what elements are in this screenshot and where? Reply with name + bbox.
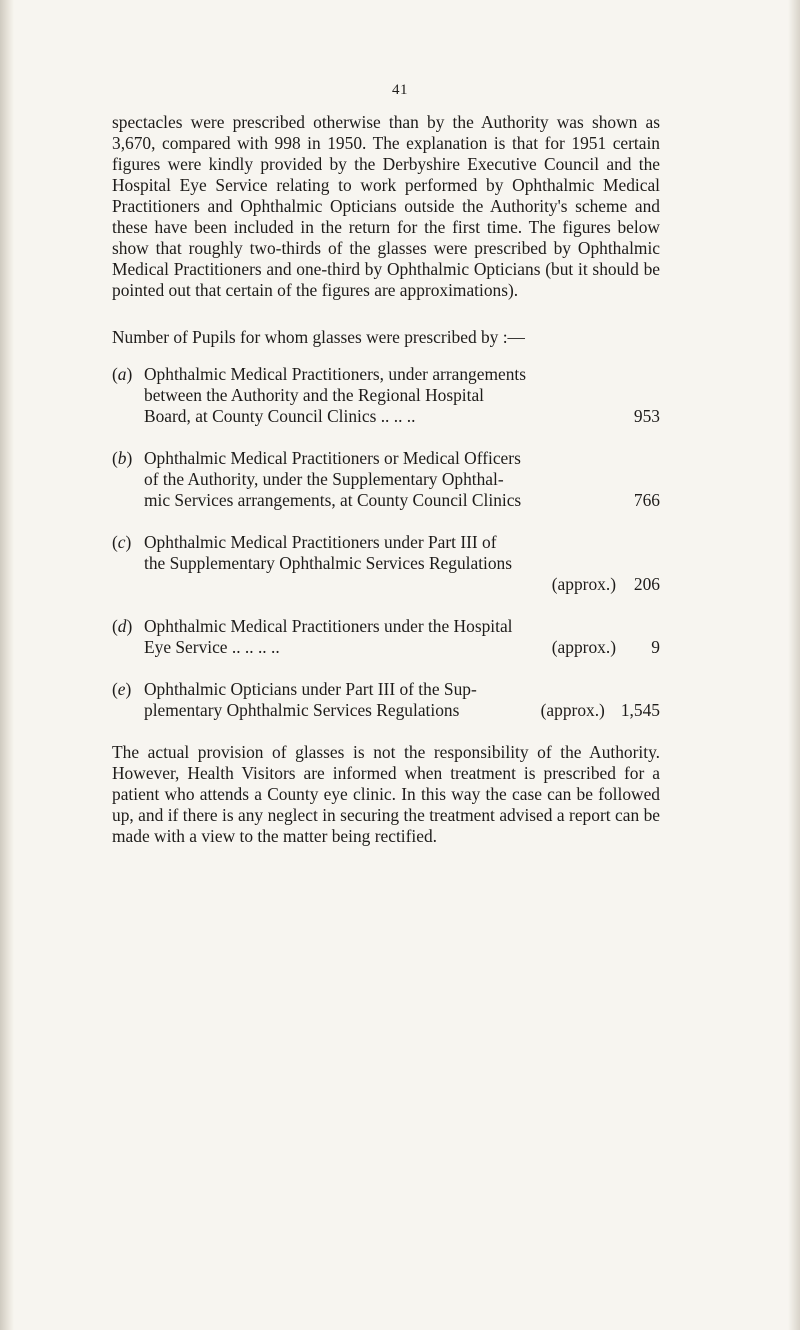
list-item-a (112, 364, 660, 427)
item-label: (d) (112, 616, 133, 636)
item-count: 9 (651, 637, 660, 657)
item-line: between the Authority and the Regional Hospital (144, 385, 485, 405)
page-body (112, 112, 660, 847)
item-line: of the Authority, under the Supplementary Ophthal- (144, 469, 504, 489)
item-line: Ophthalmic Medical Practitioners under Part III of (144, 532, 497, 552)
item-line: Ophthalmic Opticians under Part III of the Sup- (144, 679, 477, 699)
item-approx: (approx.) (551, 637, 616, 657)
item-line: Eye Service .. .. .. .. (144, 637, 280, 657)
page-edge-left (0, 0, 14, 1330)
item-line: Board, at County Council Clinics .. .. .. (144, 406, 416, 426)
item-count: 953 (633, 406, 660, 426)
pupils-intro: Number of Pupils for whom glasses were prescribed by :— (112, 327, 525, 347)
item-line: Ophthalmic Medical Practitioners under the Hospital (144, 616, 513, 636)
item-label: (a) (112, 364, 133, 384)
item-approx: (approx.) (551, 574, 616, 594)
item-line: plementary Ophthalmic Services Regulations (144, 700, 460, 720)
item-count: 766 (633, 490, 660, 510)
prescriber-list (112, 364, 660, 721)
item-line: mic Services arrangements, at County Council Clinics (144, 490, 522, 510)
item-label: (b) (112, 448, 133, 468)
list-item-c (112, 532, 660, 595)
item-line: the Supplementary Ophthalmic Services Regulations (144, 553, 513, 573)
item-line: Ophthalmic Medical Practitioners or Medical Officers (144, 448, 521, 468)
list-item-d (112, 616, 660, 658)
page-edge-right (788, 0, 800, 1330)
list-item-b (112, 448, 660, 511)
item-line: Ophthalmic Medical Practitioners, under arrangements (144, 364, 526, 384)
list-item-e (112, 679, 660, 721)
paragraph-spectacles: spectacles were prescribed otherwise than by the Authority was shown as 3,670, compared with 998 in 1950. The explanation is that for 1951 certain figures were kindly provided by the Derbyshire Executive Council and the Hospital Eye Service relating to work performed by Ophthalmic Medical Practitioners and Ophthalmic Opticians outside the Authority's scheme and these have been included in the return for the first time. The figures below show that roughly two-thirds of the glasses were prescribed by Ophthalmic Medical Practitioners and one-third by Ophthalmic Opticians (but it should be pointed out that certain of the figures are approximations). (112, 112, 660, 300)
paragraph-provision: The actual provision of glasses is not the responsibility of the Authority. However, Health Visitors are informed when treatment is prescribed for a patient who attends a County eye clinic. In this way the case can be followed up, and if there is any neglect in securing the treatment advised a report can be made with a view to the matter being rectified. (112, 742, 660, 846)
item-count: 206 (633, 574, 660, 594)
item-label: (c) (112, 532, 132, 552)
item-count: 1,545 (620, 700, 660, 720)
page-number: 41 (392, 82, 408, 98)
item-approx: (approx.) (540, 700, 605, 720)
item-label: (e) (112, 679, 132, 699)
